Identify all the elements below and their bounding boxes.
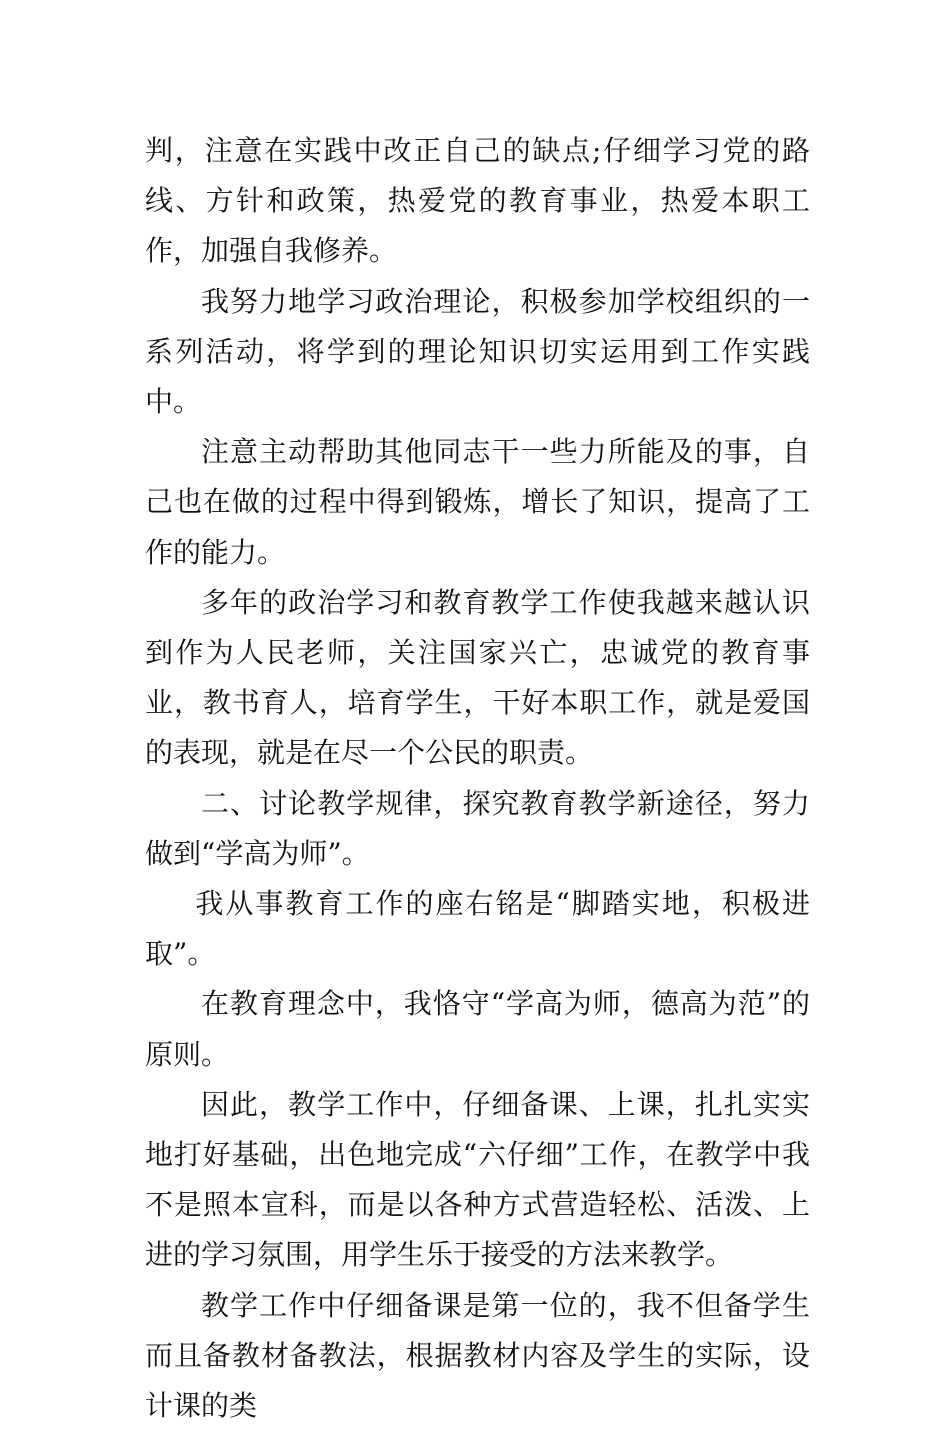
section-heading-paragraph: 二、讨论教学规律，探究教育教学新途径，努力做到“学高为师”。	[145, 786, 810, 870]
paragraph: 注意主动帮助其他同志干一些力所能及的事，自己也在做的过程中得到锻炼，增长了知识，提高了工作的能力。	[145, 435, 810, 569]
paragraph: 因此，教学工作中，仔细备课、上课，扎扎实实地打好基础，出色地完成“六仔细”工作，在教学中我不是照本宣科，而是以各种方式营造轻松、活泼、上进的学习氛围，用学生乐于接受的方法来教学。	[145, 1087, 810, 1272]
paragraph: 我努力地学习政治理论，积极参加学校组织的一系列活动，将学到的理论知识切实运用到工作实践中。	[145, 284, 810, 419]
paragraph-motto: 我从事教育工作的座右铭是“脚踏实地，积极进取”。	[145, 887, 810, 971]
paragraph: 多年的政治学习和教育教学工作使我越来越认识到作为人民老师，关注国家兴亡，忠诚党的教育事业，教书育人，培育学生，干好本职工作，就是爱国的表现，就是在尽一个公民的职责。	[145, 585, 810, 770]
paragraph: 在教育理念中，我恪守“学高为师，德高为范”的原则。	[145, 987, 810, 1071]
paragraph: 教学工作中仔细备课是第一位的，我不但备学生而且备教材备教法，根据教材内容及学生的实际，设计课的类	[145, 1288, 810, 1423]
document-body	[145, 126, 810, 1431]
paragraph-continued: 判，注意在实践中改正自己的缺点;仔细学习党的路线、方针和政策，热爱党的教育事业，热爱本职工作，加强自我修养。	[145, 134, 810, 268]
